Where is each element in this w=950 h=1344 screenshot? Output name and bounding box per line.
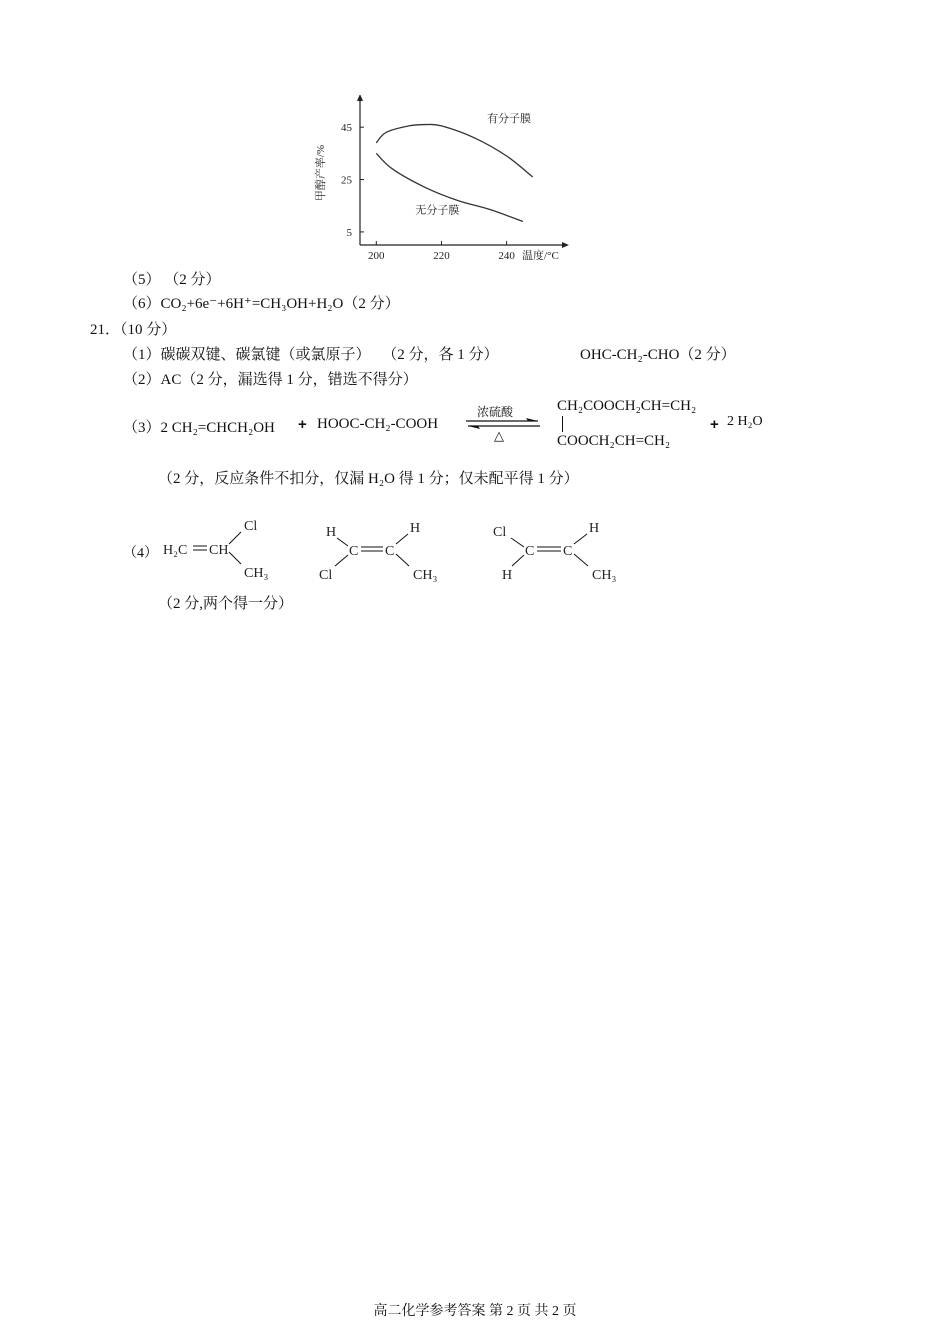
q5-line — [123, 268, 221, 289]
page-footer: 高二化学参考答案 第 2 页 共 2 页 — [373, 1304, 577, 1319]
chart-axes — [357, 95, 569, 248]
s3-c-left: C — [525, 544, 535, 559]
q21-p1-score: （2 分，各 1 分） — [382, 347, 499, 363]
q21-p1-answer-line — [580, 343, 736, 364]
y-axis-label: 甲醇产率/% — [315, 144, 327, 202]
series-label-1: 有分子膜 — [487, 112, 532, 125]
s1-cl: Cl — [244, 519, 258, 534]
q5-score: （2 分） — [164, 272, 221, 288]
s2-cl: Cl — [319, 568, 333, 583]
q21-p3-reactant1: 2 CH₂=CHCH₂OH — [160, 420, 275, 436]
q21-p1-text: 碳碳双键、碳氯键（或氯原子） — [160, 347, 371, 363]
q21-p3-product-bottom: COOCH₂CH=CH₂ — [557, 433, 671, 449]
s3-h-right: H — [589, 521, 600, 536]
y-tick-label: 25 — [341, 174, 352, 187]
q21-p3-note: （2 分，反应条件不扣分，仅漏 H₂O 得 1 分；仅未配平得 1 分） — [158, 471, 579, 487]
q21-p1-line — [123, 343, 499, 364]
s3-h-left: H — [502, 568, 513, 583]
q5-label: （5） — [123, 272, 161, 288]
q21-p4-structures — [155, 512, 635, 592]
q21-p4-label: （4） — [123, 546, 158, 561]
x-tick-label: 240 — [498, 250, 515, 260]
s2-c-right: C — [385, 544, 395, 559]
structure-3 — [493, 521, 616, 583]
y-tick-label: 5 — [346, 226, 352, 239]
q21-p3-catalyst: 浓硫酸 — [477, 405, 514, 419]
q21-p2-text: AC（2 分，漏选得 1 分，错选不得分） — [160, 372, 418, 388]
s1-h2c: H₂C — [163, 543, 188, 558]
q21-p4-note: （2 分,两个得一分） — [158, 596, 294, 612]
q21-p1-answer: OHC-CH₂-CHO — [580, 347, 680, 363]
structure-1 — [163, 519, 268, 581]
q6-score: （2 分） — [343, 296, 400, 312]
q21-p2-line — [123, 368, 418, 389]
q21-p1-label: （1） — [123, 347, 161, 363]
s1-ch3: CH₃ — [244, 566, 269, 581]
s2-c-left: C — [349, 544, 359, 559]
structure-2 — [319, 521, 437, 583]
y-axis-arrow — [357, 95, 363, 101]
q21-p3-product-top: CH₂COOCH₂CH=CH₂ — [557, 398, 697, 414]
q21-p3-lhs — [123, 416, 275, 437]
x-axis-label: 温度/°C — [522, 250, 559, 260]
chart-labels — [313, 111, 559, 260]
series-label-2: 无分子膜 — [415, 204, 460, 217]
s2-h-right: H — [410, 521, 421, 536]
q21-header: 21．（10 分） — [90, 322, 177, 338]
q21-p3-water: 2 H₂O — [727, 414, 763, 429]
methanol-yield-chart — [300, 95, 590, 260]
q21-p3-condition: △ — [494, 428, 504, 443]
s3-c-right: C — [563, 544, 573, 559]
q21-p3-label: （3） — [123, 420, 161, 436]
s3-ch3: CH₃ — [592, 568, 617, 583]
x-axis-arrow — [562, 242, 569, 248]
q21-p3-plus2: + — [710, 416, 719, 433]
q6-label: （6） — [123, 296, 161, 312]
reversible-arrow-icon — [464, 418, 544, 430]
s3-cl: Cl — [493, 525, 507, 540]
q21-p2-label: （2） — [123, 372, 161, 388]
q6-formula: CO₂+6e⁻+6H⁺=CH₃OH+H₂O — [160, 296, 344, 312]
q21-p3-plus1: + — [298, 416, 307, 433]
q21-p1-answer-score: （2 分） — [679, 347, 736, 363]
q6-line — [123, 292, 400, 313]
y-tick-label: 45 — [341, 122, 352, 135]
series-line-1 — [376, 124, 532, 177]
x-tick-label: 200 — [368, 250, 385, 260]
q21-p3-reactant2: HOOC-CH₂-COOH — [317, 416, 439, 432]
x-tick-label: 220 — [433, 250, 450, 260]
s1-ch: CH — [209, 543, 229, 558]
s2-h-left: H — [326, 525, 337, 540]
product-bond-line — [562, 416, 563, 432]
s2-ch3: CH₃ — [413, 568, 438, 583]
